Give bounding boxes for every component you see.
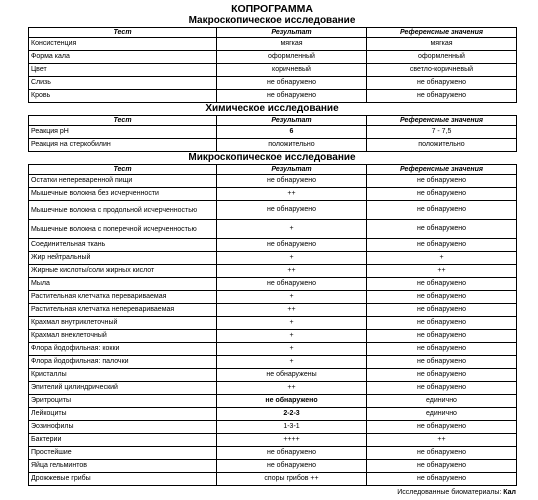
reference-cell: + (367, 252, 517, 265)
result-cell: ++ (217, 265, 367, 278)
test-name-cell: Флора йодофильная: кокки (29, 343, 217, 356)
section-title: Химическое исследование (205, 103, 339, 114)
test-name-cell: Растительная клетчатка перевариваемая (29, 291, 217, 304)
result-cell: + (217, 356, 367, 369)
table-row (29, 126, 517, 139)
result-cell: + (217, 220, 367, 239)
table-header-row (29, 28, 517, 38)
result-cell: + (217, 317, 367, 330)
biomaterial-value: Кал (503, 489, 516, 496)
table-row (29, 38, 517, 51)
table-row (29, 473, 517, 486)
result-cell: ++ (217, 382, 367, 395)
test-name-cell: Растительная клетчатка неперевариваемая (29, 304, 217, 317)
result-cell: не обнаружено (217, 395, 367, 408)
table-row (29, 51, 517, 64)
reference-cell: не обнаружено (367, 220, 517, 239)
test-name-cell: Кровь (29, 90, 217, 103)
reference-cell: не обнаружено (367, 291, 517, 304)
table-row (29, 447, 517, 460)
reference-cell: не обнаружено (367, 447, 517, 460)
reference-cell: не обнаружено (367, 460, 517, 473)
table-row (29, 395, 517, 408)
test-name-cell: Мыла (29, 278, 217, 291)
column-header-result: Результат (217, 28, 367, 38)
test-name-cell: Слизь (29, 77, 217, 90)
result-cell: не обнаружено (217, 460, 367, 473)
sections-container (28, 15, 516, 486)
column-header-reference: Референсные значения (367, 116, 517, 126)
table-row (29, 77, 517, 90)
reference-cell: не обнаружено (367, 473, 517, 486)
result-cell: + (217, 330, 367, 343)
reference-cell: не обнаружено (367, 382, 517, 395)
reference-cell: единично (367, 408, 517, 421)
reference-cell: не обнаружено (367, 175, 517, 188)
result-cell: не обнаружено (217, 175, 367, 188)
reference-cell: мягкая (367, 38, 517, 51)
reference-cell: 7 - 7,5 (367, 126, 517, 139)
table-row (29, 175, 517, 188)
reference-cell: не обнаружено (367, 369, 517, 382)
reference-cell: не обнаружено (367, 330, 517, 343)
report (28, 3, 516, 486)
test-name-cell: Эритроциты (29, 395, 217, 408)
reference-cell: не обнаружено (367, 77, 517, 90)
table-row (29, 239, 517, 252)
table-row (29, 220, 517, 239)
table-row (29, 343, 517, 356)
test-name-cell: Мышечные волокна без исчерченности (29, 188, 217, 201)
result-cell: не обнаружено (217, 90, 367, 103)
result-cell: + (217, 291, 367, 304)
result-cell: положительно (217, 139, 367, 152)
result-cell: не обнаружено (217, 239, 367, 252)
biomaterial-footer (397, 488, 516, 497)
reference-cell: не обнаружено (367, 304, 517, 317)
reference-cell: не обнаружено (367, 239, 517, 252)
reference-cell: не обнаружено (367, 421, 517, 434)
test-name-cell: Эпителий цилиндрический (29, 382, 217, 395)
table-row (29, 382, 517, 395)
result-cell: + (217, 252, 367, 265)
result-cell: не обнаружено (217, 77, 367, 90)
test-name-cell: Лейкоциты (29, 408, 217, 421)
reference-cell: не обнаружено (367, 201, 517, 220)
reference-cell: не обнаружено (367, 356, 517, 369)
result-cell: 6 (217, 126, 367, 139)
result-cell: 1-3-1 (217, 421, 367, 434)
test-name-cell: Реакция на стеркобилин (29, 139, 217, 152)
test-name-cell: Крахмал внеклеточный (29, 330, 217, 343)
reference-cell: не обнаружено (367, 188, 517, 201)
table-header-row (29, 165, 517, 175)
test-name-cell: Жирные кислоты/соли жирных кислот (29, 265, 217, 278)
column-header-test: Тест (29, 28, 217, 38)
table-row (29, 139, 517, 152)
result-cell: + (217, 343, 367, 356)
biomaterial-label: Исследованные биоматериалы: (397, 489, 502, 496)
result-cell: не обнаружено (217, 447, 367, 460)
results-table (28, 115, 517, 152)
reference-cell: светло-коричневый (367, 64, 517, 77)
reference-cell: не обнаружено (367, 278, 517, 291)
result-cell: мягкая (217, 38, 367, 51)
table-row (29, 188, 517, 201)
test-name-cell: Остатки непереваренной пищи (29, 175, 217, 188)
table-row (29, 201, 517, 220)
table-row (29, 408, 517, 421)
table-row (29, 278, 517, 291)
test-name-cell: Кристаллы (29, 369, 217, 382)
table-row (29, 304, 517, 317)
reference-cell: ++ (367, 265, 517, 278)
test-name-cell: Крахмал внутриклеточный (29, 317, 217, 330)
test-name-cell: Дрожжевые грибы (29, 473, 217, 486)
results-table (28, 27, 517, 103)
result-cell: споры грибов ++ (217, 473, 367, 486)
test-name-cell: Мышечные волокна с продольной исчерченностью (29, 201, 217, 220)
result-cell: не обнаружено (217, 278, 367, 291)
table-row (29, 317, 517, 330)
result-cell: не обнаружены (217, 369, 367, 382)
table-row (29, 330, 517, 343)
column-header-test: Тест (29, 116, 217, 126)
table-row (29, 434, 517, 447)
reference-cell: оформленный (367, 51, 517, 64)
column-header-result: Результат (217, 165, 367, 175)
reference-cell: не обнаружено (367, 317, 517, 330)
reference-cell: положительно (367, 139, 517, 152)
result-cell: ++ (217, 304, 367, 317)
result-cell: 2-2-3 (217, 408, 367, 421)
section-title: Микроскопическое исследование (188, 152, 356, 163)
result-cell: ++++ (217, 434, 367, 447)
result-cell: ++ (217, 188, 367, 201)
table-row (29, 369, 517, 382)
test-name-cell: Простейшие (29, 447, 217, 460)
test-name-cell: Эозинофилы (29, 421, 217, 434)
report-title: КОПРОГРАММА (231, 3, 313, 15)
table-row (29, 252, 517, 265)
reference-cell: ++ (367, 434, 517, 447)
table-row (29, 64, 517, 77)
table-row (29, 421, 517, 434)
reference-cell: не обнаружено (367, 343, 517, 356)
test-name-cell: Реакция рН (29, 126, 217, 139)
column-header-reference: Референсные значения (367, 165, 517, 175)
test-name-cell: Соединительная ткань (29, 239, 217, 252)
reference-cell: единично (367, 395, 517, 408)
test-name-cell: Яйца гельминтов (29, 460, 217, 473)
results-table (28, 164, 517, 486)
reference-cell: не обнаружено (367, 90, 517, 103)
table-row (29, 356, 517, 369)
table-header-row (29, 116, 517, 126)
test-name-cell: Мышечные волокна с поперечной исчерченностью (29, 220, 217, 239)
table-row (29, 265, 517, 278)
test-name-cell: Бактерии (29, 434, 217, 447)
column-header-result: Результат (217, 116, 367, 126)
result-cell: оформленный (217, 51, 367, 64)
result-cell: не обнаружено (217, 201, 367, 220)
table-row (29, 291, 517, 304)
section-title: Макроскопическое исследование (188, 15, 356, 26)
column-header-test: Тест (29, 165, 217, 175)
test-name-cell: Цвет (29, 64, 217, 77)
test-name-cell: Жир нейтральный (29, 252, 217, 265)
table-row (29, 460, 517, 473)
result-cell: коричневый (217, 64, 367, 77)
test-name-cell: Флора йодофильная: палочки (29, 356, 217, 369)
column-header-reference: Референсные значения (367, 28, 517, 38)
test-name-cell: Форма кала (29, 51, 217, 64)
test-name-cell: Консистенция (29, 38, 217, 51)
table-row (29, 90, 517, 103)
